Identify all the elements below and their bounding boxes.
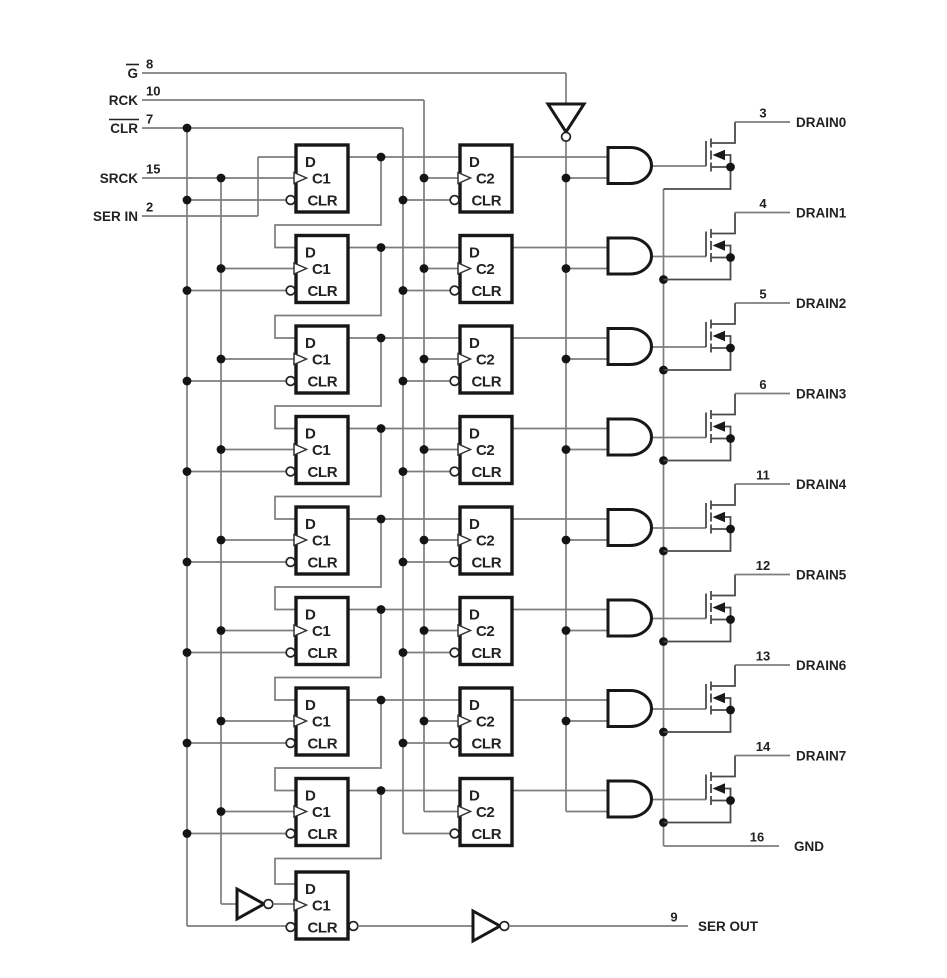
ff-clock-label: C1: [312, 713, 331, 731]
ff-clr-label: CLR: [471, 645, 502, 662]
output-fet-6: [664, 665, 736, 732]
fet-source-trace: [664, 348, 731, 370]
drain-pin-number: 11: [756, 467, 770, 483]
and-gate-body: [608, 600, 652, 636]
junction-dot: [420, 355, 429, 364]
ff-d-label: D: [469, 425, 480, 443]
junction-dot: [726, 796, 735, 805]
fet-drain-trace: [712, 303, 736, 324]
junction-dot: [420, 445, 429, 454]
fet-body-arrow: [713, 421, 726, 431]
fet-body-arrow: [713, 783, 726, 793]
ff-d-label: D: [305, 335, 316, 352]
and-gate-2: [608, 329, 652, 365]
ff-clock-label: C2: [476, 351, 495, 369]
ff-clock-label: C1: [312, 804, 331, 821]
ff-clock-label: C1: [312, 261, 331, 278]
ff-clock-label: C1: [312, 623, 331, 640]
ff-d-label: D: [305, 697, 316, 714]
ff-clr-label: CLR: [471, 554, 502, 572]
drain-pin-number: 6: [759, 377, 767, 392]
and-gate-6: [608, 691, 652, 727]
drain-pin-1: [735, 196, 847, 220]
junction-dot: [726, 525, 735, 534]
and-gate-body: [608, 148, 652, 184]
drain-pin-label: DRAIN2: [796, 295, 847, 311]
ff-clock-label: C1: [312, 532, 331, 550]
drain-pin-number: 14: [755, 739, 771, 754]
junction-dot: [726, 163, 735, 172]
ff-clr-label: CLR: [307, 645, 338, 662]
junction-dot: [726, 434, 735, 443]
srck-inverter: [237, 889, 273, 919]
drain-pin-label: DRAIN1: [796, 205, 847, 221]
drain-pin-number: 5: [759, 286, 767, 302]
ff-d-label: D: [305, 787, 316, 805]
fet-drain-trace: [712, 394, 736, 415]
junction-dot: [399, 286, 408, 295]
junction-dot: [562, 264, 571, 273]
junction-dot: [377, 696, 386, 705]
and-gate-body: [608, 781, 652, 817]
drain-pin-number: 3: [759, 105, 767, 121]
d-flipflop-c1-5: [286, 598, 348, 665]
input-pins: [93, 57, 160, 225]
clr-input-bubble: [450, 286, 459, 295]
gnd-pin-number: 16: [749, 829, 765, 845]
drain-pin-number: 4: [759, 196, 767, 211]
ser-out-pin: [670, 910, 758, 935]
d-flipflop-c1-6: [286, 688, 348, 755]
ff-d-label: D: [469, 697, 480, 714]
junction-dot: [562, 174, 571, 183]
input-label: G: [127, 66, 138, 81]
ff-d-label: D: [305, 425, 316, 443]
clr-input-bubble: [450, 558, 459, 567]
fet-drain-trace: [712, 756, 736, 777]
junction-dot: [562, 445, 571, 454]
input-pin-srck: [100, 162, 161, 187]
fet-source-trace: [664, 620, 731, 642]
output-fet-1: [664, 213, 736, 280]
input-label: SRCK: [99, 171, 138, 186]
clr-input-bubble: [286, 467, 295, 476]
d-flipflop-c2-6: [450, 688, 512, 755]
fet-source-trace: [664, 801, 731, 823]
junction-dot: [562, 536, 571, 545]
junction-dot: [377, 605, 386, 614]
clr-input-bubble: [286, 739, 295, 748]
output-fet-7: [664, 756, 736, 823]
junction-dot: [217, 445, 226, 454]
input-pin-number: 15: [146, 161, 161, 177]
ff-clr-label: CLR: [471, 192, 502, 210]
clr-input-bubble: [450, 829, 459, 838]
ser-out-inverter: [473, 911, 509, 941]
d-flipflop-c1-3: [286, 417, 348, 484]
fet-body-arrow: [713, 150, 726, 160]
junction-dot: [183, 377, 192, 386]
output-fet-2: [664, 303, 736, 370]
junction-dot: [183, 196, 192, 205]
junction-dot: [217, 626, 226, 635]
inverter-triangle: [473, 911, 500, 941]
junction-dot: [377, 786, 386, 795]
drain-pin-7: [735, 739, 846, 763]
and-gate-3: [608, 419, 652, 455]
ff-d-label: D: [305, 244, 316, 262]
fet-body-arrow: [713, 331, 726, 341]
clr-input-bubble: [450, 196, 459, 205]
input-pin-number: 10: [146, 83, 161, 99]
junction-dot: [420, 264, 429, 273]
ff-d-label: D: [469, 154, 480, 171]
and-gate-7: [608, 781, 652, 817]
drain-pin-4: [735, 468, 847, 492]
drain-pin-6: [735, 649, 847, 673]
ser-out-pin-label: SER OUT: [698, 919, 759, 934]
junction-dot: [420, 536, 429, 545]
ff-clr-label: CLR: [307, 919, 338, 937]
input-pin-g: [127, 57, 153, 82]
ff-clock-label: C2: [476, 804, 495, 821]
junction-dot: [183, 648, 192, 657]
d-flipflop-c1-0: [286, 145, 348, 212]
fet-body-arrow: [713, 693, 726, 703]
input-pin-number: 2: [146, 199, 154, 215]
fet-drain-trace: [712, 484, 736, 505]
d-flipflop-c1-7: [286, 779, 348, 846]
ff-d-label: D: [469, 335, 480, 352]
input-label: RCK: [108, 93, 138, 108]
input-pin-rck: [109, 84, 161, 109]
ff-clr-label: CLR: [307, 826, 338, 843]
junction-dot: [399, 648, 408, 657]
ff-clr-label: CLR: [471, 464, 502, 481]
drain-pin-label: DRAIN4: [796, 476, 847, 492]
d-flipflop-c2-5: [450, 598, 512, 665]
junction-dot: [183, 467, 192, 476]
drain-pin-label: DRAIN7: [796, 748, 847, 764]
input-label: CLR: [110, 121, 138, 136]
junction-dot: [726, 706, 735, 715]
drain-pin-label: DRAIN6: [796, 657, 847, 673]
ff-d-label: D: [469, 244, 480, 262]
junction-dot: [420, 174, 429, 183]
ff-d-label: D: [469, 516, 480, 533]
ff-clock-label: C2: [476, 261, 495, 278]
inverter-bubble: [264, 900, 273, 909]
clr-input-bubble: [450, 377, 459, 386]
junction-dot: [183, 124, 192, 133]
fet-drain-trace: [712, 122, 736, 143]
clr-input-bubble: [286, 923, 295, 932]
clr-input-bubble: [286, 286, 295, 295]
junction-dot: [183, 558, 192, 567]
inverter-triangle: [548, 104, 584, 132]
ser-out-pin-number: 9: [670, 909, 678, 925]
ff-clr-label: CLR: [307, 373, 338, 391]
junction-dot: [420, 717, 429, 726]
drain-pin-number: 12: [755, 558, 771, 573]
input-pin-clr: [110, 112, 153, 137]
output-fet-0: [664, 122, 736, 189]
d-flipflop-c1-1: [286, 236, 348, 303]
junction-dot: [726, 253, 735, 262]
gnd-pin-label: GND: [794, 839, 824, 854]
junction-dot: [562, 355, 571, 364]
clr-input-bubble: [450, 648, 459, 657]
junction-dot: [399, 377, 408, 386]
junction-dot: [377, 153, 386, 162]
fet-source-trace: [664, 529, 731, 551]
inverter-bubble: [562, 132, 571, 141]
drain-pin-label: DRAIN3: [796, 386, 847, 402]
drain-pin-2: [735, 287, 846, 311]
junction-dot: [183, 286, 192, 295]
drain-pin-0: [735, 106, 846, 130]
d-flipflop-c2-3: [450, 417, 512, 484]
and-gate-0: [608, 148, 652, 184]
drain-pin-5: [735, 558, 847, 582]
clr-input-bubble: [286, 829, 295, 838]
output-fet-3: [664, 394, 736, 461]
fet-drain-trace: [712, 213, 736, 234]
junction-dot: [183, 739, 192, 748]
and-gate-body: [608, 510, 652, 546]
fet-source-trace: [664, 167, 731, 189]
input-pin-number: 8: [146, 56, 154, 72]
fet-source-trace: [664, 439, 731, 461]
and-gate-4: [608, 510, 652, 546]
d-flipflop-c1-2: [286, 326, 348, 393]
inverter-bubble: [500, 922, 509, 931]
and-gate-body: [608, 419, 652, 455]
fet-source-trace: [664, 258, 731, 280]
output-fet-4: [664, 484, 736, 551]
input-label: SER IN: [92, 209, 138, 224]
junction-dot: [377, 515, 386, 524]
junction-dot: [217, 355, 226, 364]
fet-body-arrow: [713, 602, 726, 612]
ff-clock-label: C2: [476, 442, 495, 459]
ff-clr-label: CLR: [307, 283, 338, 300]
gnd-pin: [750, 830, 824, 855]
clr-input-bubble: [286, 648, 295, 657]
and-gate-body: [608, 329, 652, 365]
junction-dot: [726, 344, 735, 353]
ff-d-label: D: [469, 787, 480, 805]
junction-dot: [377, 334, 386, 343]
junction-dot: [562, 626, 571, 635]
d-flipflop-c2-1: [450, 236, 512, 303]
fet-body-arrow: [713, 240, 726, 250]
junction-dot: [726, 615, 735, 624]
drain-pin-3: [735, 377, 847, 401]
junction-dot: [399, 558, 408, 567]
junction-dot: [217, 807, 226, 816]
ff-clr-label: CLR: [471, 826, 502, 843]
ser-out-stage: [187, 889, 759, 941]
ff-clr-label: CLR: [471, 373, 502, 391]
ff-clr-label: CLR: [471, 735, 502, 753]
q-output-bubble: [349, 922, 358, 931]
ff-clock-label: C2: [476, 713, 495, 731]
ff-clock-label: C2: [476, 170, 495, 188]
g-inverter: [548, 104, 584, 141]
junction-dot: [217, 717, 226, 726]
and-gate-body: [608, 691, 652, 727]
ff-clr-label: CLR: [307, 554, 338, 572]
junction-dot: [399, 467, 408, 476]
d-flipflop-c2-4: [450, 507, 512, 574]
d-flipflop-c1-8: [286, 872, 348, 939]
ff-clr-label: CLR: [307, 192, 338, 210]
junction-dot: [399, 739, 408, 748]
clr-input-bubble: [450, 739, 459, 748]
ff-clr-label: CLR: [307, 464, 338, 481]
d-flipflop-c2-0: [450, 145, 512, 212]
drain-pin-label: DRAIN0: [796, 114, 847, 130]
output-fet-5: [664, 575, 736, 642]
and-gate-5: [608, 600, 652, 636]
junction-dot: [420, 626, 429, 635]
drain-pin-label: DRAIN5: [796, 567, 847, 583]
and-gate-1: [608, 238, 652, 274]
junction-dot: [217, 174, 226, 183]
junction-dot: [377, 243, 386, 252]
d-flipflop-c2-7: [450, 779, 512, 846]
junction-dot: [562, 717, 571, 726]
input-pin-ser-in: [93, 200, 153, 225]
junction-dot: [377, 424, 386, 433]
junction-dot: [217, 264, 226, 273]
clr-input-bubble: [286, 377, 295, 386]
clr-input-bubble: [450, 467, 459, 476]
ff-d-label: D: [305, 881, 316, 898]
ff-clock-label: C1: [312, 442, 331, 459]
ff-clr-label: CLR: [307, 735, 338, 753]
ff-clock-label: C2: [476, 532, 495, 550]
junction-dot: [217, 536, 226, 545]
junction-dot: [399, 196, 408, 205]
ff-clock-label: C1: [312, 170, 331, 188]
ff-d-label: D: [305, 606, 316, 624]
clr-input-bubble: [286, 196, 295, 205]
ff-d-label: D: [305, 154, 316, 171]
clr-input-bubble: [286, 558, 295, 567]
drain-pin-number: 13: [755, 648, 771, 664]
d-flipflop-c2-2: [450, 326, 512, 393]
ff-d-label: D: [469, 606, 480, 624]
ff-clock-label: C1: [312, 897, 331, 915]
junction-dot: [183, 829, 192, 838]
input-pin-number: 7: [146, 111, 154, 127]
inverter-triangle: [237, 889, 264, 919]
fet-source-trace: [664, 710, 731, 732]
fet-drain-trace: [712, 665, 736, 686]
ff-clock-label: C1: [312, 351, 331, 369]
fet-drain-trace: [712, 575, 736, 596]
ff-clr-label: CLR: [471, 283, 502, 300]
fet-body-arrow: [713, 512, 726, 522]
ff-clock-label: C2: [476, 623, 495, 640]
ff-d-label: D: [305, 516, 316, 533]
and-gate-body: [608, 238, 652, 274]
d-flipflop-c1-4: [286, 507, 348, 574]
